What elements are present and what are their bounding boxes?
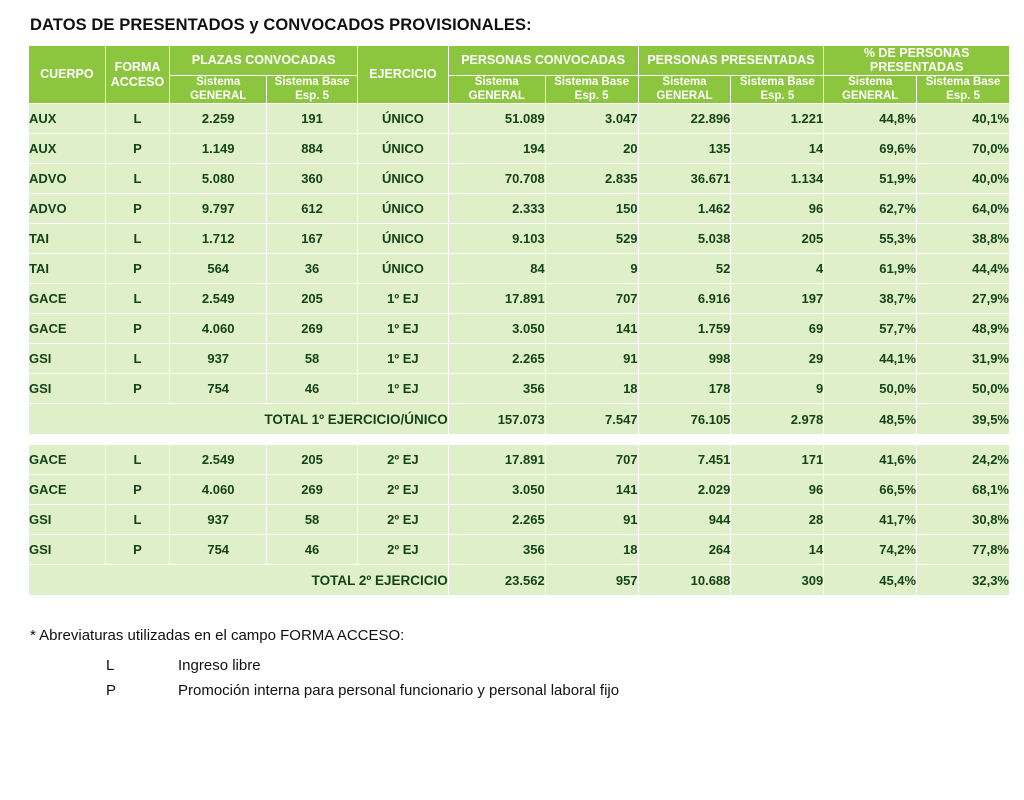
cell-plazas-base: 360 [267, 164, 358, 194]
cell-cuerpo: GSI [29, 505, 106, 535]
table-row [29, 344, 1010, 374]
table-row [29, 535, 1010, 565]
cell-ejercicio: ÚNICO [357, 254, 448, 284]
cell-cuerpo: GACE [29, 445, 106, 475]
total-convocadas-general: 23.562 [448, 565, 545, 596]
cell-pct-general: 62,7% [824, 194, 917, 224]
cell-presentadas-base: 96 [731, 475, 824, 505]
cell-forma: L [105, 505, 170, 535]
cell-convocadas-general: 84 [448, 254, 545, 284]
cell-pct-general: 55,3% [824, 224, 917, 254]
cell-convocadas-base: 18 [545, 535, 638, 565]
cell-convocadas-base: 2.835 [545, 164, 638, 194]
cell-cuerpo: GACE [29, 314, 106, 344]
cell-plazas-general: 937 [170, 505, 267, 535]
cell-plazas-general: 4.060 [170, 314, 267, 344]
subheader-presentadas-general: Sistema GENERAL [638, 75, 731, 104]
cell-convocadas-base: 707 [545, 284, 638, 314]
cell-presentadas-general: 1.462 [638, 194, 731, 224]
cell-presentadas-general: 7.451 [638, 445, 731, 475]
cell-plazas-base: 612 [267, 194, 358, 224]
cell-presentadas-base: 69 [731, 314, 824, 344]
subheader-convocadas-base: Sistema Base Esp. 5 [545, 75, 638, 104]
cell-forma: L [105, 445, 170, 475]
cell-ejercicio: 2º EJ [357, 475, 448, 505]
cell-convocadas-general: 2.265 [448, 344, 545, 374]
cell-presentadas-general: 52 [638, 254, 731, 284]
cell-forma: L [105, 164, 170, 194]
cell-ejercicio: ÚNICO [357, 224, 448, 254]
cell-cuerpo: GSI [29, 374, 106, 404]
total-pct-general: 48,5% [824, 404, 917, 435]
cell-plazas-general: 2.549 [170, 284, 267, 314]
cell-convocadas-base: 141 [545, 314, 638, 344]
cell-convocadas-general: 70.708 [448, 164, 545, 194]
cell-pct-base: 70,0% [917, 134, 1010, 164]
header-personas-presentadas: PERSONAS PRESENTADAS [638, 46, 824, 76]
total-label: TOTAL 1º EJERCICIO/ÚNICO [29, 404, 449, 435]
cell-convocadas-base: 91 [545, 344, 638, 374]
cell-plazas-base: 36 [267, 254, 358, 284]
cell-presentadas-general: 22.896 [638, 104, 731, 134]
cell-cuerpo: AUX [29, 134, 106, 164]
cell-pct-base: 40,0% [917, 164, 1010, 194]
table-row [29, 505, 1010, 535]
cell-presentadas-base: 197 [731, 284, 824, 314]
cell-convocadas-base: 20 [545, 134, 638, 164]
total-convocadas-base: 957 [545, 565, 638, 596]
cell-cuerpo: GACE [29, 475, 106, 505]
cell-plazas-base: 58 [267, 505, 358, 535]
cell-pct-base: 48,9% [917, 314, 1010, 344]
header-row-group [29, 46, 1010, 76]
cell-presentadas-general: 944 [638, 505, 731, 535]
cell-plazas-general: 754 [170, 374, 267, 404]
footnote-value: Promoción interna para personal funcionario y personal laboral fijo [178, 681, 620, 699]
total-label: TOTAL 2º EJERCICIO [29, 565, 449, 596]
cell-convocadas-base: 91 [545, 505, 638, 535]
table-row [29, 224, 1010, 254]
subheader-plazas-base: Sistema Base Esp. 5 [267, 75, 358, 104]
table-row [29, 374, 1010, 404]
cell-forma: P [105, 475, 170, 505]
cell-pct-general: 44,8% [824, 104, 917, 134]
cell-presentadas-base: 14 [731, 134, 824, 164]
cell-convocadas-base: 707 [545, 445, 638, 475]
cell-pct-base: 30,8% [917, 505, 1010, 535]
cell-plazas-general: 1.712 [170, 224, 267, 254]
cell-pct-base: 31,9% [917, 344, 1010, 374]
cell-presentadas-general: 36.671 [638, 164, 731, 194]
total-convocadas-base: 7.547 [545, 404, 638, 435]
cell-convocadas-general: 51.089 [448, 104, 545, 134]
total-row-segundo-ejercicio [29, 565, 1010, 596]
cell-convocadas-general: 2.265 [448, 505, 545, 535]
subheader-pct-general: Sistema GENERAL [824, 75, 917, 104]
cell-ejercicio: 2º EJ [357, 505, 448, 535]
total-row-primer-ejercicio [29, 404, 1010, 435]
cell-pct-general: 57,7% [824, 314, 917, 344]
cell-convocadas-base: 18 [545, 374, 638, 404]
cell-plazas-base: 46 [267, 374, 358, 404]
table-row [29, 194, 1010, 224]
cell-pct-general: 44,1% [824, 344, 917, 374]
cell-cuerpo: GACE [29, 284, 106, 314]
cell-ejercicio: ÚNICO [357, 104, 448, 134]
cell-presentadas-base: 1.134 [731, 164, 824, 194]
cell-presentadas-general: 1.759 [638, 314, 731, 344]
cell-presentadas-base: 96 [731, 194, 824, 224]
table-row [29, 445, 1010, 475]
cell-convocadas-general: 356 [448, 374, 545, 404]
cell-pct-base: 40,1% [917, 104, 1010, 134]
cell-forma: L [105, 344, 170, 374]
cell-forma: P [105, 535, 170, 565]
page-title: DATOS DE PRESENTADOS y CONVOCADOS PROVISIONALES: [30, 16, 532, 34]
cell-ejercicio: 1º EJ [357, 284, 448, 314]
footnote-key: L [106, 656, 115, 674]
total-presentadas-general: 76.105 [638, 404, 731, 435]
cell-plazas-general: 5.080 [170, 164, 267, 194]
cell-forma: L [105, 104, 170, 134]
cell-presentadas-general: 178 [638, 374, 731, 404]
cell-convocadas-general: 2.333 [448, 194, 545, 224]
cell-forma: P [105, 314, 170, 344]
cell-convocadas-base: 529 [545, 224, 638, 254]
table-spacer [29, 435, 1010, 445]
cell-convocadas-base: 141 [545, 475, 638, 505]
cell-cuerpo: GSI [29, 535, 106, 565]
cell-pct-base: 68,1% [917, 475, 1010, 505]
cell-pct-base: 64,0% [917, 194, 1010, 224]
total-pct-general: 45,4% [824, 565, 917, 596]
presentados-convocados-table [28, 45, 1010, 596]
cell-ejercicio: 2º EJ [357, 535, 448, 565]
cell-forma: L [105, 224, 170, 254]
cell-plazas-general: 9.797 [170, 194, 267, 224]
cell-cuerpo: ADVO [29, 164, 106, 194]
cell-plazas-base: 58 [267, 344, 358, 374]
cell-pct-base: 50,0% [917, 374, 1010, 404]
total-presentadas-general: 10.688 [638, 565, 731, 596]
cell-pct-general: 61,9% [824, 254, 917, 284]
cell-plazas-base: 269 [267, 314, 358, 344]
cell-presentadas-general: 2.029 [638, 475, 731, 505]
cell-ejercicio: 1º EJ [357, 374, 448, 404]
cell-pct-base: 77,8% [917, 535, 1010, 565]
total-pct-base: 39,5% [917, 404, 1010, 435]
cell-plazas-base: 205 [267, 284, 358, 314]
cell-presentadas-base: 4 [731, 254, 824, 284]
cell-presentadas-general: 135 [638, 134, 731, 164]
cell-presentadas-general: 6.916 [638, 284, 731, 314]
cell-ejercicio: ÚNICO [357, 164, 448, 194]
footnotes [30, 624, 1010, 702]
cell-presentadas-general: 998 [638, 344, 731, 374]
cell-plazas-general: 2.259 [170, 104, 267, 134]
cell-convocadas-base: 3.047 [545, 104, 638, 134]
cell-forma: L [105, 284, 170, 314]
cell-pct-base: 44,4% [917, 254, 1010, 284]
cell-cuerpo: TAI [29, 254, 106, 284]
cell-ejercicio: 1º EJ [357, 344, 448, 374]
header-ejercicio: EJERCICIO [357, 46, 448, 104]
cell-presentadas-base: 171 [731, 445, 824, 475]
header-forma-acceso: FORMA ACCESO [105, 46, 170, 104]
cell-presentadas-base: 1.221 [731, 104, 824, 134]
subheader-convocadas-general: Sistema GENERAL [448, 75, 545, 104]
total-convocadas-general: 157.073 [448, 404, 545, 435]
cell-pct-general: 41,7% [824, 505, 917, 535]
cell-forma: P [105, 374, 170, 404]
header-plazas-convocadas: PLAZAS CONVOCADAS [170, 46, 358, 76]
cell-cuerpo: ADVO [29, 194, 106, 224]
cell-plazas-base: 269 [267, 475, 358, 505]
cell-plazas-general: 564 [170, 254, 267, 284]
cell-pct-general: 51,9% [824, 164, 917, 194]
footnote-heading: * Abreviaturas utilizadas en el campo FORMA ACCESO: [30, 627, 405, 645]
cell-plazas-general: 2.549 [170, 445, 267, 475]
header-row-sub [29, 75, 1010, 104]
header-pct-personas-presentadas: % DE PERSONAS PRESENTADAS [824, 46, 1010, 76]
table-body-group1 [29, 104, 1010, 596]
cell-convocadas-general: 17.891 [448, 445, 545, 475]
cell-ejercicio: 1º EJ [357, 314, 448, 344]
subheader-plazas-general: Sistema GENERAL [170, 75, 267, 104]
cell-pct-base: 24,2% [917, 445, 1010, 475]
footnote-value: Ingreso libre [178, 656, 261, 674]
table-row [29, 254, 1010, 284]
header-cuerpo: CUERPO [29, 46, 106, 104]
cell-ejercicio: ÚNICO [357, 134, 448, 164]
cell-plazas-base: 191 [267, 104, 358, 134]
cell-plazas-base: 205 [267, 445, 358, 475]
cell-plazas-general: 937 [170, 344, 267, 374]
cell-convocadas-general: 3.050 [448, 314, 545, 344]
cell-presentadas-general: 264 [638, 535, 731, 565]
footnote-key: P [106, 681, 117, 699]
cell-plazas-general: 1.149 [170, 134, 267, 164]
cell-plazas-base: 884 [267, 134, 358, 164]
table-row [29, 134, 1010, 164]
cell-plazas-general: 754 [170, 535, 267, 565]
cell-convocadas-general: 9.103 [448, 224, 545, 254]
cell-pct-base: 38,8% [917, 224, 1010, 254]
cell-convocadas-general: 356 [448, 535, 545, 565]
cell-cuerpo: AUX [29, 104, 106, 134]
header-personas-convocadas: PERSONAS CONVOCADAS [448, 46, 638, 76]
cell-presentadas-base: 14 [731, 535, 824, 565]
cell-presentadas-base: 205 [731, 224, 824, 254]
cell-presentadas-base: 28 [731, 505, 824, 535]
subheader-presentadas-base: Sistema Base Esp. 5 [731, 75, 824, 104]
cell-cuerpo: GSI [29, 344, 106, 374]
cell-plazas-base: 167 [267, 224, 358, 254]
table-row [29, 475, 1010, 505]
cell-convocadas-general: 194 [448, 134, 545, 164]
table-row [29, 104, 1010, 134]
cell-pct-general: 41,6% [824, 445, 917, 475]
table-row [29, 164, 1010, 194]
subheader-pct-base: Sistema Base Esp. 5 [917, 75, 1010, 104]
cell-pct-general: 66,5% [824, 475, 917, 505]
cell-pct-base: 27,9% [917, 284, 1010, 314]
footnote-item [106, 654, 1010, 677]
cell-convocadas-general: 3.050 [448, 475, 545, 505]
cell-convocadas-base: 150 [545, 194, 638, 224]
cell-plazas-base: 46 [267, 535, 358, 565]
cell-presentadas-general: 5.038 [638, 224, 731, 254]
cell-convocadas-general: 17.891 [448, 284, 545, 314]
cell-presentadas-base: 9 [731, 374, 824, 404]
footnote-item [106, 679, 1010, 702]
table-row [29, 314, 1010, 344]
cell-forma: P [105, 194, 170, 224]
cell-pct-general: 50,0% [824, 374, 917, 404]
table-head [29, 46, 1010, 104]
cell-plazas-general: 4.060 [170, 475, 267, 505]
cell-ejercicio: ÚNICO [357, 194, 448, 224]
cell-convocadas-base: 9 [545, 254, 638, 284]
cell-forma: P [105, 134, 170, 164]
cell-forma: P [105, 254, 170, 284]
total-presentadas-base: 309 [731, 565, 824, 596]
cell-ejercicio: 2º EJ [357, 445, 448, 475]
total-presentadas-base: 2.978 [731, 404, 824, 435]
total-pct-base: 32,3% [917, 565, 1010, 596]
table-row [29, 284, 1010, 314]
cell-pct-general: 38,7% [824, 284, 917, 314]
cell-pct-general: 69,6% [824, 134, 917, 164]
cell-presentadas-base: 29 [731, 344, 824, 374]
cell-cuerpo: TAI [29, 224, 106, 254]
cell-pct-general: 74,2% [824, 535, 917, 565]
